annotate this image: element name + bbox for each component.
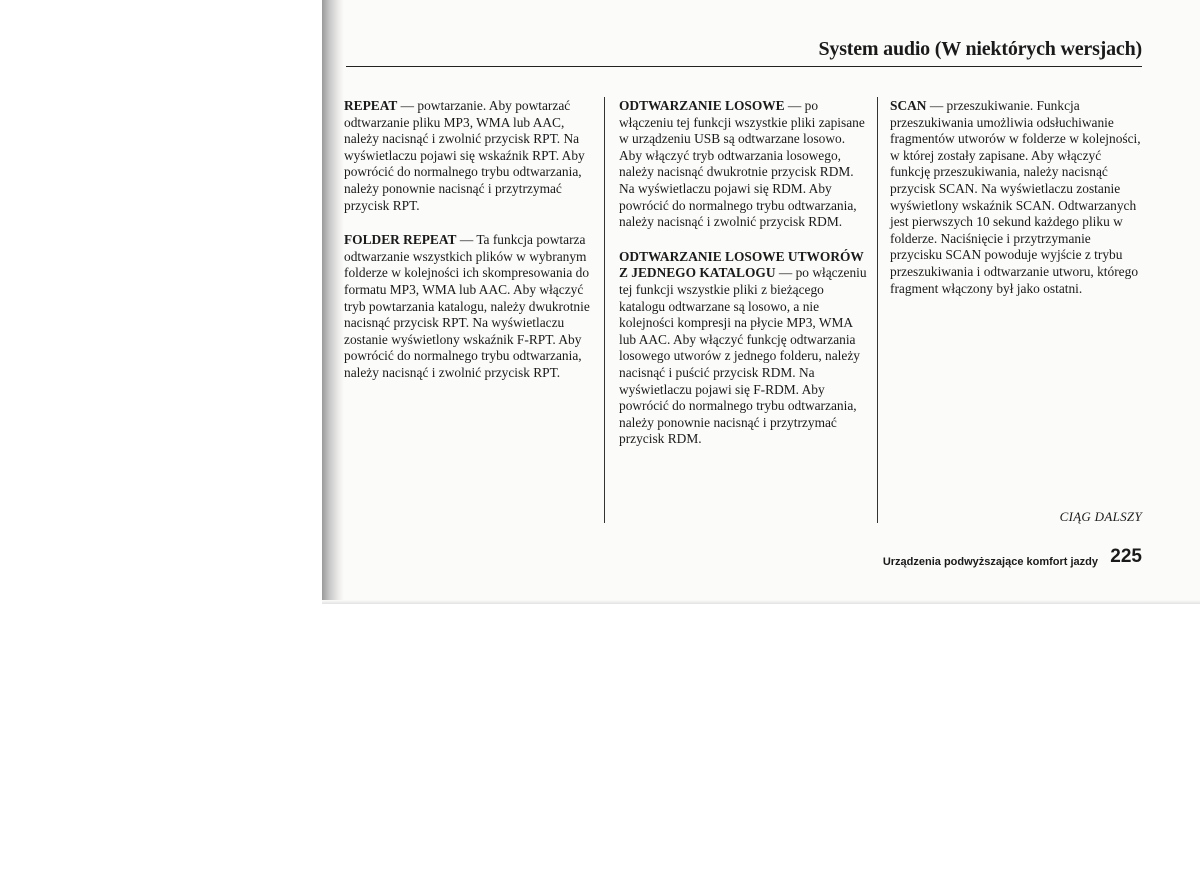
paragraph-text: — po włączeniu tej funkcji wszystkie pliki zapisane w urządzeniu USB są odtwarzane losowo. Aby włączyć tryb odtwarzania losowego, należy nacisnąć dwukrotnie przycisk RDM. Na wyświetlaczu pojawi się RDM. Aby powrócić do normalnego trybu odtwarzania, należy nacisnąć i zwolnić przycisk RDM.: [619, 98, 865, 230]
paragraph-scan: [890, 98, 1142, 297]
term-repeat: REPEAT: [344, 98, 398, 113]
text-column-1: [344, 98, 596, 400]
paragraph-folder-random: [619, 249, 869, 448]
paragraph-text: — przeszukiwanie. Funkcja przeszukiwania umożliwia odsłuchiwanie fragmentów utworów w folderze w kolejności, w której zostały zapisane. Aby włączyć funkcję przeszukiwania, należy nacisnąć przycisk SCAN. Na wyświetlaczu zostanie wyświetlony wskaźnik SCAN. Odtwarzanych jest pierwszych 10 sekund każdego pliku w folderze. Naciśnięcie i przytrzymanie przycisku SCAN powoduje wyjście z trybu przeszukiwania i odtwarzanie utworu, którego fragment włączony był jako ostatni.: [890, 98, 1141, 296]
manual-page: [322, 0, 1200, 604]
page-header-title: System audio (W niektórych wersjach): [818, 38, 1142, 60]
column-divider-1: [604, 97, 605, 523]
paragraph-text: — Ta funkcja powtarza odtwarzanie wszystkich plików w wybranym folderze w kolejności ich skompresowania do formatu MP3, WMA lub AAC. Aby włączyć tryb powtarzania katalogu, należy dwukrotnie nacisnąć przycisk RPT. Na wyświetlaczu zostanie wyświetlony wskaźnik F-RPT. Aby powrócić do normalnego trybu odtwarzania, należy nacisnąć i zwolnić przycisk RPT.: [344, 232, 590, 380]
bleed-through-right: [1148, 100, 1194, 320]
column-divider-2: [877, 97, 878, 523]
term-folder-repeat: FOLDER REPEAT: [344, 232, 457, 248]
footer-section-title: Urządzenia podwyższające komfort jazdy: [882, 556, 1098, 568]
term-folder-random: ODTWARZANIE LOSOWE UTWORÓW Z JEDNEGO KATALOGU: [619, 248, 864, 281]
page-number: 225: [1110, 546, 1142, 567]
header-rule: [346, 66, 1142, 67]
term-scan: SCAN: [890, 98, 927, 113]
continued-label: CIĄG DALSZY: [1059, 509, 1142, 524]
text-column-2: [619, 98, 869, 466]
paragraph-folder-repeat: [344, 232, 596, 381]
page-bottom-edge: [322, 600, 1200, 604]
paragraph-text: — po włączeniu tej funkcji wszystkie pliki z bieżącego katalogu odtwarzane są losowo, a nie kolejności kompresji na płycie MP3, WMA lub AAC. Aby włączyć funkcję odtwarzania losowego utworów z jednego folderu, należy nacisnąć i puścić przycisk RDM. Na wyświetlaczu pojawi się F-RDM. Aby powrócić do normalnego trybu odtwarzania, należy ponownie nacisnąć i przytrzymać przycisk RDM.: [619, 265, 867, 447]
binding-shadow: [322, 0, 344, 604]
paragraph-repeat: [344, 98, 596, 214]
paragraph-text: — powtarzanie. Aby powtarzać odtwarzanie pliku MP3, WMA lub AAC, należy nacisnąć i zwolnić przycisk RPT. Na wyświetlaczu pojawi się wskaźnik RPT. Aby powrócić do normalnego trybu odtwarzania, należy ponownie nacisnąć i przytrzymać przycisk RPT.: [344, 98, 585, 213]
text-column-3: [890, 98, 1142, 315]
term-random: ODTWARZANIE LOSOWE: [619, 98, 785, 113]
paragraph-random: [619, 98, 869, 231]
